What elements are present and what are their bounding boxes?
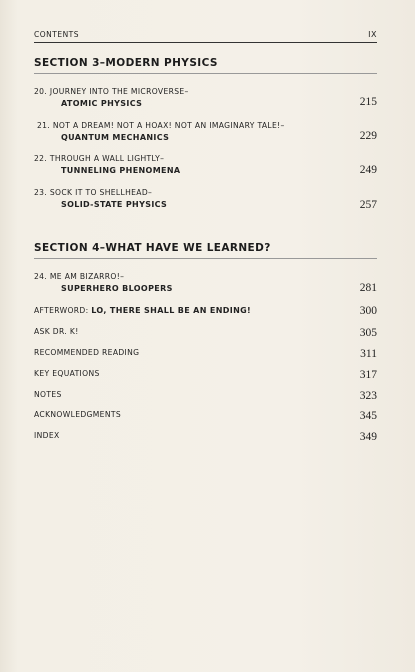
running-head-title: CONTENTS: [34, 30, 80, 39]
toc-entry: [34, 187, 377, 211]
toc-entry-afterword: [34, 305, 377, 317]
entry-label: AFTERWORD:: [34, 306, 92, 315]
entry-subtitle: LO, THERE SHALL BE AN ENDING!: [91, 306, 252, 315]
toc-entry-notes: [34, 389, 377, 401]
toc-page-number: 323: [359, 390, 377, 402]
toc-page-number: 249: [359, 164, 377, 176]
section-rule: [34, 258, 377, 259]
toc-entry-key-equations: [34, 368, 377, 380]
page-number: IX: [368, 30, 377, 39]
entry-label: KEY EQUATIONS: [34, 369, 100, 378]
toc-page-number: 257: [359, 199, 377, 211]
chapter-subtitle: TUNNELING PHENOMENA: [61, 166, 181, 175]
toc-entry-ask-dr-k: [34, 326, 377, 338]
chapter-title: 23. SOCK IT TO SHELLHEAD–: [34, 188, 153, 197]
toc-entry: [34, 86, 377, 110]
section-heading: SECTION 4–WHAT HAVE WE LEARNED?: [34, 242, 271, 254]
chapter-title: 22. THROUGH A WALL LIGHTLY–: [34, 154, 165, 163]
chapter-title: 20. JOURNEY INTO THE MICROVERSE–: [34, 87, 189, 96]
toc-page-number: 300: [359, 305, 377, 317]
entry-label: ACKNOWLEDGMENTS: [34, 410, 122, 419]
entry-label: INDEX: [34, 431, 60, 440]
entry-label: NOTES: [34, 390, 62, 399]
toc-entry-recommended-reading: [34, 347, 377, 359]
toc-page-number: 215: [359, 96, 377, 108]
toc-entry-acknowledgments: [34, 409, 377, 421]
header-rule: [34, 42, 377, 43]
chapter-subtitle: ATOMIC PHYSICS: [61, 99, 143, 108]
toc-entry: [34, 153, 377, 177]
entry-label: RECOMMENDED READING: [34, 348, 140, 357]
toc-entry: [34, 271, 377, 295]
toc-page-number: 281: [359, 282, 377, 294]
chapter-subtitle: QUANTUM MECHANICS: [61, 133, 170, 142]
toc-page-number: 317: [359, 369, 377, 381]
chapter-subtitle: SOLID-STATE PHYSICS: [61, 200, 168, 209]
section-heading: SECTION 3–MODERN PHYSICS: [34, 57, 218, 69]
chapter-title: 24. ME AM BIZARRO!–: [34, 272, 125, 281]
toc-entry: [34, 120, 377, 144]
toc-page-number: 305: [359, 327, 377, 339]
toc-entry-index: [34, 430, 377, 442]
entry-label: ASK DR. K!: [34, 327, 79, 336]
toc-page-number: 349: [359, 431, 377, 443]
toc-page-number: 345: [359, 410, 377, 422]
toc-page-number: 311: [360, 348, 377, 360]
chapter-title: 21. NOT A DREAM! NOT A HOAX! NOT AN IMAGINARY TALE!–: [37, 121, 285, 130]
chapter-subtitle: SUPERHERO BLOOPERS: [61, 284, 173, 293]
toc-page-number: 229: [359, 130, 377, 142]
section-rule: [34, 73, 377, 74]
